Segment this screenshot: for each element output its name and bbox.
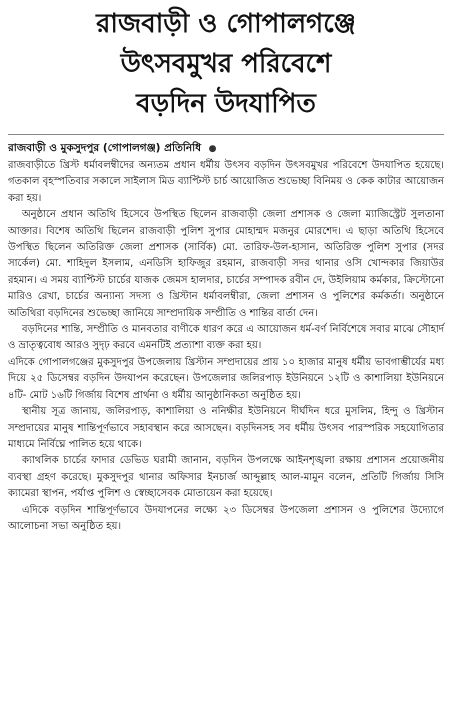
article-body (8, 158, 444, 535)
paragraph-4: এদিকে গোপালগঞ্জের মুকসুদপুর উপজেলায় খ্রিস্টান সম্প্রদায়ের প্রায় ১০ হাজার মানুষ ধর্মীয় ভাবগাম্ভীর্যের মধ্য দিয়ে ২৫ ডিসেম্বর বড়দিন উদযাপন করেছেন। উপজেলার জলিরপাড় ইউনিয়নে ১২টি ও কাশালিয়া ইউনিয়নে ৪টি- মোট ১৬টি গির্জায় বিশেষ প্রার্থনা ও ধর্মীয় আনুষ্ঠানিকতা অনুষ্ঠিত হয়। (8, 356, 444, 401)
paragraph-2: অনুষ্ঠানে প্রধান অতিথি হিসেবে উপস্থিত ছিলেন রাজবাড়ী জেলা প্রশাসক ও জেলা ম্যাজিস্ট্রেট সুলতানা আক্তার। বিশেষ অতিথি ছিলেন রাজবাড়ী পুলিশ সুপার মোহাম্মদ মজনুর মোরশেদ। এ ছাড়া অতিথি হিসেবে উপস্থিত ছিলেন অতিরিক্ত জেলা প্রশাসক (সার্বিক) মো. তারিফ-উল-হাসান, অতিরিক্ত পুলিশ সুপার (সদর সার্কেল) মো. শাহিদুল ইসলাম, এনডিসি হাফিজুর রহমান, রাজবাড়ী সদর থানার ওসি খোন্দকার জিয়াউর রহমান। এ সময় ব্যাপ্টিস্ট চার্চের যাজক জেমস হালদার, চার্চের সম্পাদক রবীন দে, উইলিয়াম কর্মকার, ক্রিস্টোনো মারিও রেখা, চার্চের অন্যান্য সদস্য ও খ্রিস্টান ধর্মাবলম্বীরা, জেলা প্রশাসন ও পুলিশের কর্মকর্তা। অনুষ্ঠানে অতিথিরা বড়দিনের শুভেচ্ছা জানিয়ে সাম্প্রদায়িক সম্প্রীতি ও শান্তির বার্তা দেন। (8, 209, 444, 319)
paragraph-3: বড়দিনের শান্তি, সম্প্রীতি ও মানবতার বাণীকে ধারণ করে এ আয়োজন ধর্ম-বর্ণ নির্বিশেষে সবার মাঝে সৌহার্দ ও ভ্রাতৃত্ববোধ আরও সুদৃঢ় করবে এমনটিই প্রত্যাশা ব্যক্ত করা হয়। (8, 324, 444, 352)
headline-line-3: বড়দিন উদযাপিত (136, 89, 316, 119)
paragraph-5: স্থানীয় সূত্র জানায়, জলিরপাড়, কাশালিয়া ও ননিক্ষীর ইউনিয়নে দীর্ঘদিন ধরে মুসলিম, হিন্দু ও খ্রিস্টান সম্প্রদায়ের মানুষ শান্তিপূর্ণভাবে সহাবস্থান করে আসছেন। বড়দিনসহ সব ধর্মীয় উৎসব পারস্পরিক সহযোগিতার মাধ্যমে নির্বিঘ্নে পালিত হয়ে থাকে। (8, 406, 444, 450)
bullet-icon: ● (208, 144, 217, 154)
headline-line-1: রাজবাড়ী ও গোপালগঞ্জে (96, 9, 356, 39)
byline (8, 134, 444, 157)
headline (8, 4, 444, 124)
paragraph-7: এদিকে বড়দিন শান্তিপূর্ণভাবে উদযাপনের লক্ষ্যে ২৩ ডিসেম্বর উপজেলা প্রশাসন ও পুলিশের উদ্যোগে আলোচনা সভা অনুষ্ঠিত হয়। (8, 504, 444, 532)
byline-text: রাজবাড়ী ও মুকসুদপুর (গোপালগঞ্জ) প্রতিনিধি (8, 142, 201, 154)
paragraph-6: ক্যাথলিক চার্চের ফাদার ডেভিড ঘরামী জানান, বড়দিন উপলক্ষে আইনশৃঙ্খলা রক্ষায় প্রশাসন প্রয়োজনীয় ব্যবস্থা গ্রহণ করেছে। মুকসুদপুর থানার অফিসার ইনচার্জ আব্দুল্লাহ আল-মামুন বলেন, প্রতিটি গির্জায় সিসি ক্যামেরা স্থাপন, পর্যাপ্ত পুলিশ ও স্বেচ্ছাসেবক মোতায়েন করা হয়েছে। (8, 455, 444, 500)
paragraph-1: রাজবাড়ীতে খ্রিস্ট ধর্মাবলম্বীদের অন্যতম প্রধান ধর্মীয় উৎসব বড়দিন উৎসবমুখর পরিবেশে উদযাপিত হয়েছে। গতকাল বৃহস্পতিবার সকালে সাইলাস মিড ব্যাপ্টিস্ট চার্চ আয়োজিত শুভেচ্ছা বিনিময় ও কেক কাটার আয়োজন করা হয়। (8, 160, 444, 204)
headline-line-2: উৎসবমুখর পরিবেশে (120, 49, 332, 79)
